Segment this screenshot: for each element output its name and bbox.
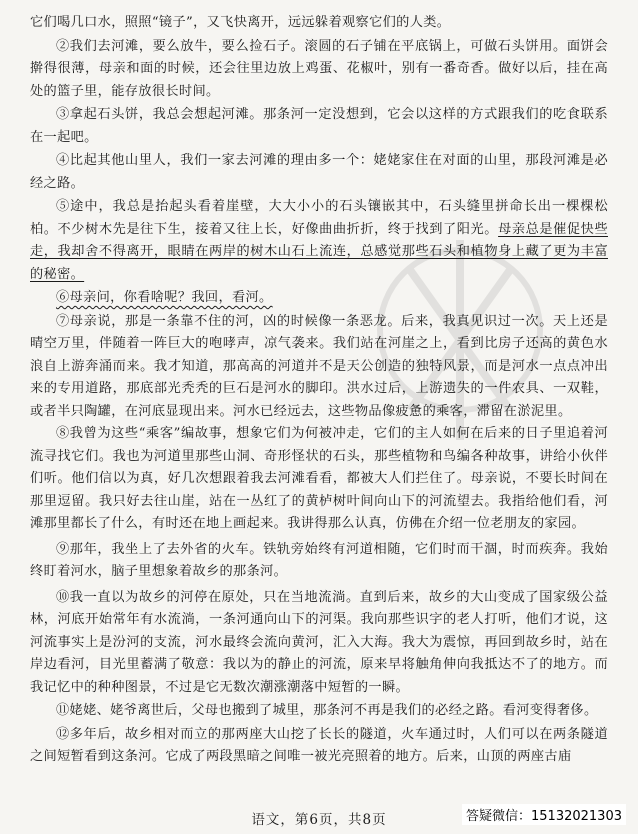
- paragraph-5: [30, 196, 608, 286]
- paragraph-8: ⑧我曾为这些“乘客”编故事，想象它们为何被冲走，它们的主人如何在后来的日子里追着河流寻找它们。我也为河道里那些山洞、奇形怪状的石头，那些植物和鸟编各种故事，讲给小伙伴们听。他们信以为真，好几次想跟着我去河滩看看，都被大人们拦住了。母亲说，不要长时间在那里逗留。我只好去往山崖，站在一丛红了的黄栌树叶间向山下的河流望去。我指给他们看，河滩那里都长了什么，有时还在地上画起来。我讲得那么认真，仿佛在介绍一位老朋友的家园。: [30, 426, 608, 531]
- paragraph-6: ⑥母亲问，你看啥呢？我回，看河。: [56, 290, 273, 305]
- paragraph-9: ⑨那年，我坐上了去外省的火车。铁轨旁始终有河道相随，它们时而干涸，时而疾奔。我始终盯着河水，脑子里想象着故乡的那条河。: [30, 541, 608, 579]
- paragraph-5-underlined: 母亲总是催促快些走，我却舍不得离开，眼睛在两岸的树木山石上流连，总感觉那些石头和植物身上藏了更为丰富的秘密。: [30, 221, 608, 282]
- paragraph-11: ⑪姥姥、姥爷离世后，父母也搬到了城里，那条河不再是我们的必经之路。看河变得奢侈。: [56, 703, 598, 718]
- paragraph-4: ④比起其他山里人，我们一家去河滩的理由多一个：姥姥家住在对面的山里，那段河滩是必经之路。: [30, 153, 608, 191]
- paragraph-7: ⑦母亲说，那是一条靠不住的河，凶的时候像一条恶龙。后来，我真见识过一次。天上还是晴空万里，伴随着一阵巨大的咆哮声，凉气袭来。我们站在河崖之上，看到比房子还高的黄色水浪自上游奔涌而来。我才知道，那高高的河道并不是天公创造的独特风景，而是河水一点点冲出来的专用道路，那底部光秃秃的巨石是河水的脚印。洪水过后，上游遗失的一件农具、一双鞋，或者半只陶罐，在河底显现出来。河水已经远去，这些物品像疲惫的乘客，滞留在淤泥里。: [30, 313, 608, 419]
- paragraph-2: ②我们去河滩，要么放牛，要么捡石子。滚圆的石子铺在平底锅上，可做石头饼用。面饼会擀得很薄，母亲和面的时候，还会往里边放上鸡蛋、花椒叶，别有一番奇香。做好以后，挂在高处的篮子里，能存放很长时间。: [30, 38, 608, 99]
- article-body: [30, 12, 608, 769]
- paragraph-12: ⑫多年后，故乡相对而立的那两座大山挖了长长的隧道，火车通过时，人们可以在两条隧道之间短暂看到这条河。它成了两段黑暗之间唯一被光亮照着的地方。后来，山顶的两座古庙: [30, 726, 608, 764]
- paragraph-10: ⑩我一直以为故乡的河停在原处，只在当地流淌。直到后来，故乡的大山变成了国家级公益林，河底开始常年有水流淌，一条河通向山下的河渠。我向那些识字的老人打听，他们才说，这河流事实上是汾河的支流，河水最终会流向黄河，汇入大海。我大为震惊，再回到故乡时，站在岸边看河，目光里蓄满了敬意：我以为的静止的河流，原来早将触角伸向我抵达不了的地方。而我记忆中的种种图景，不过是它无数次潮涨潮落中短暂的一瞬。: [30, 589, 608, 695]
- page-footer: 语文，第6页，共8页: [251, 812, 387, 828]
- paragraph-3: ③拿起石头饼，我总会想起河滩。那条河一定没想到，它会以这样的方式跟我们的吃食联系在一起吧。: [30, 107, 608, 145]
- paragraph-1-tail: 它们喝几口水，照照“镜子”，又飞快离开，远远躲着观察它们的人类。: [30, 15, 451, 30]
- contact-label: 答疑微信：15132021303: [462, 804, 626, 825]
- paragraph-5-plain: ⑤途中，我总是抬起头看着崖壁，大大小小的石头镶嵌其中，石头缝里拼命长出一棵棵松柏。不少树木先是往下生，接着又往上长，好像曲曲折折，终于找到了阳光。: [30, 199, 608, 237]
